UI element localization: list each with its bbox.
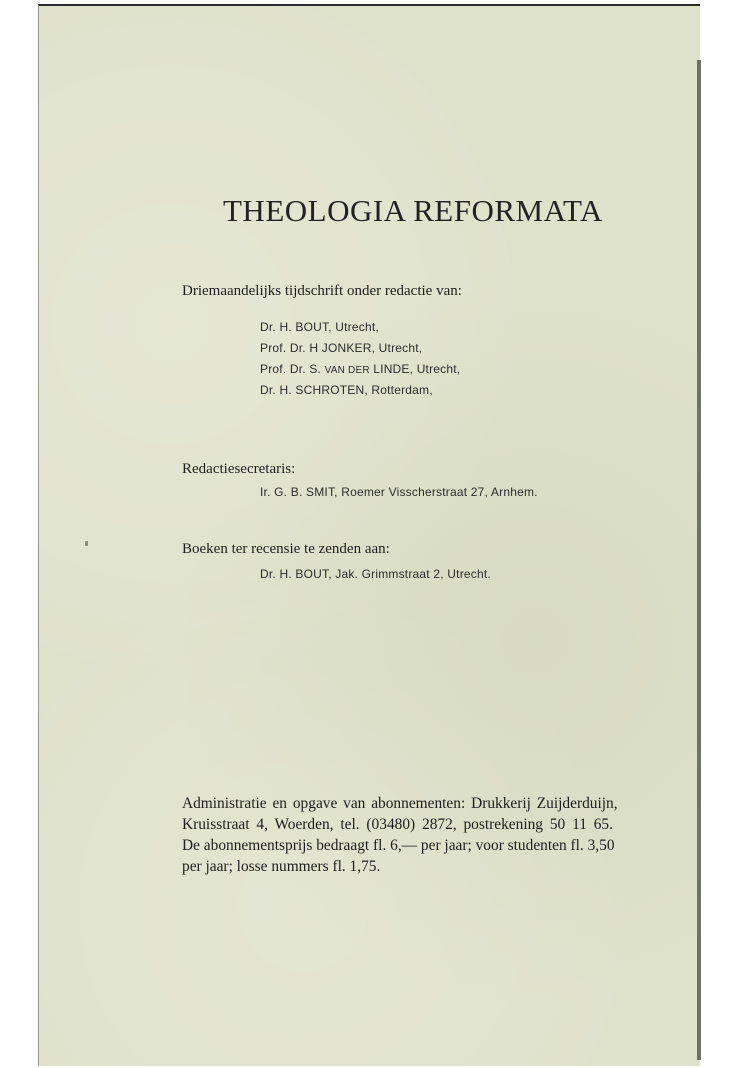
reviews-address: Dr. H. BOUT, Jak. Grimmstraat 2, Utrecht. [260,567,491,581]
administration-paragraph [182,793,664,877]
admin-line: De abonnementsprijs bedraagt fl. 6,— per jaar; voor studenten fl. 3,50 [182,837,615,854]
editorial-heading: Driemaandelijks tijdschrift onder redactie van: [182,283,462,299]
admin-line: per jaar; losse nummers fl. 1,75. [182,858,381,875]
page-edge-shadow [697,60,701,1060]
paper-speck [85,541,88,546]
admin-line: Kruisstraat 4, Woerden, tel. (03480) 2872, postrekening 50 11 65. [182,816,613,833]
small-caps-text: VAN DER [324,365,370,376]
journal-title: THEOLOGIA REFORMATA [223,193,603,228]
secretary-heading: Redactiesecretaris: [182,461,296,477]
editor-line: Dr. H. BOUT, Utrecht, [260,320,379,334]
admin-line: Administratie en opgave van abonnementen: Drukkerij Zuijderduijn, [182,795,618,812]
editor-line: Prof. Dr. H JONKER, Utrecht, [260,341,423,355]
reviews-heading: Boeken ter recensie te zenden aan: [182,541,390,557]
editor-line: Prof. Dr. S. VAN DER LINDE, Utrecht, [260,362,461,376]
journal-page [38,4,700,1066]
secretary-address: Ir. G. B. SMIT, Roemer Visscherstraat 27, Arnhem. [260,485,538,499]
editor-line: Dr. H. SCHROTEN, Rotterdam, [260,383,433,397]
